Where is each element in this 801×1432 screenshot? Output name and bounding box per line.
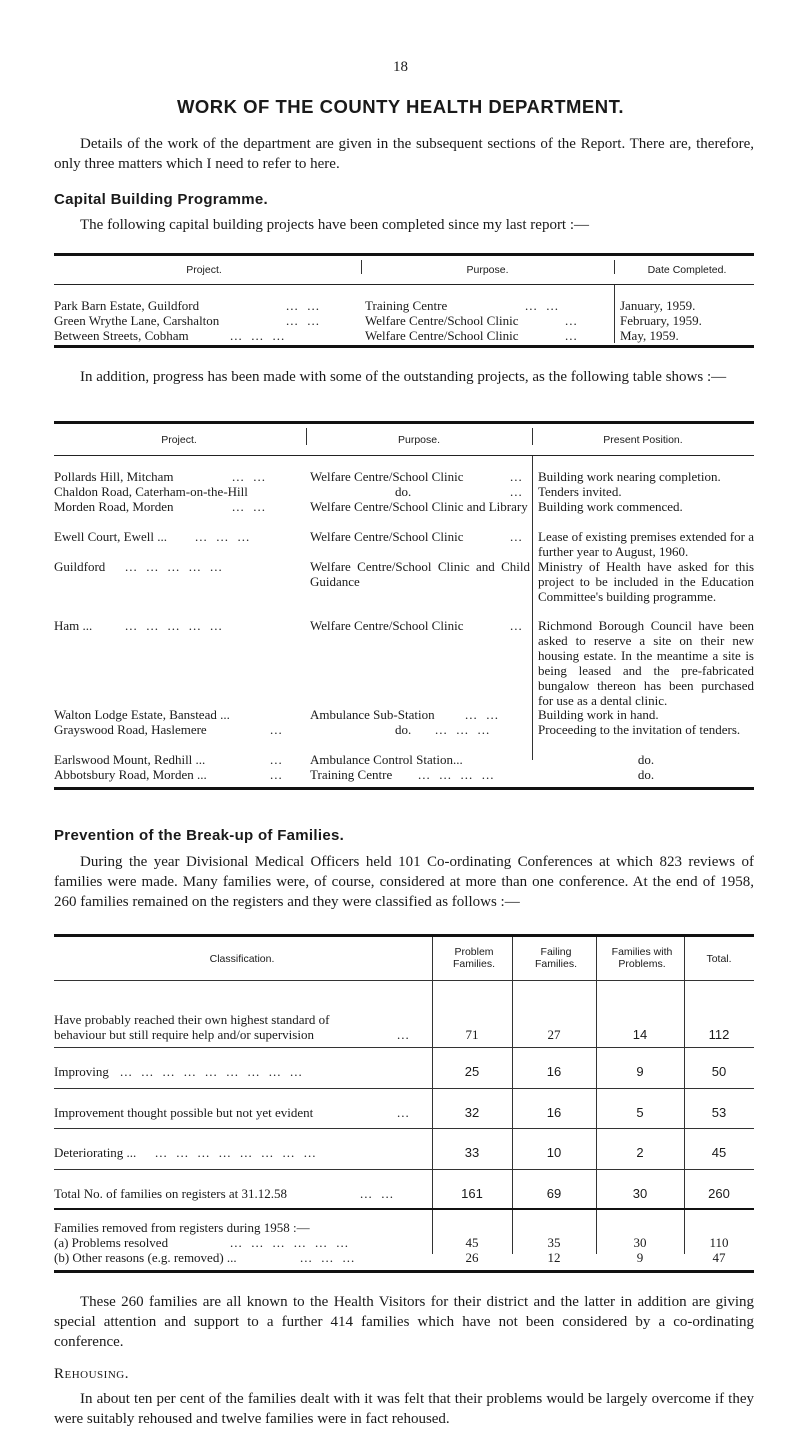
table-row-purpose: Welfare Centre/School Clinic: [310, 529, 464, 544]
leader-dots: ... ... ...: [195, 529, 251, 544]
leader-dots: ...: [565, 328, 578, 343]
table-row-project: Grayswood Road, Haslemere: [54, 722, 207, 737]
table-cell-problem: 25: [464, 1064, 480, 1079]
column-header-present-position: Present Position.: [603, 434, 683, 446]
column-header-families-with-problems: Families with Problems.: [611, 946, 673, 970]
table-cell-total: 50: [711, 1064, 727, 1079]
table-row-position: Building work in hand.: [538, 707, 659, 722]
column-header-purpose: Purpose.: [397, 434, 441, 446]
column-header-problem-families: Problem Families.: [452, 946, 495, 970]
column-header-purpose: Purpose.: [466, 264, 509, 276]
intro-paragraph: Details of the work of the department are given in the subsequent sections of the Report. There are, therefore, only three matters which I need to refer to here.: [54, 136, 754, 172]
leader-dots: ... ... ... ... ... ...: [230, 1235, 349, 1250]
table-rule: [54, 934, 754, 937]
table-row-purpose: Welfare Centre/School Clinic: [365, 313, 519, 328]
table-row-position: Lease of existing premises extended for a further year to August, 1960.: [538, 529, 754, 559]
leader-dots: ...: [510, 529, 523, 544]
table-row-project: Green Wrythe Lane, Carshalton: [54, 313, 220, 328]
table-row-project: Ham ...: [54, 618, 93, 633]
table-row-project: Walton Lodge Estate, Banstead ...: [54, 707, 230, 722]
table-cell-problem: 33: [464, 1145, 480, 1160]
leader-dots: ... ...: [232, 469, 266, 484]
row-rule: [54, 1208, 754, 1210]
table-row-position: Building work nearing completion.: [538, 469, 721, 484]
capital-building-lead: The following capital building projects have been completed since my last report :—: [80, 217, 590, 233]
table-cell-failing: 27: [547, 1027, 561, 1042]
table-row-project: Pollards Hill, Mitcham: [54, 469, 174, 484]
leader-dots: ... ... ...: [300, 1250, 356, 1265]
table-cell-with-problems: 30: [632, 1186, 648, 1201]
leader-dots: ...: [270, 752, 283, 767]
table-row-date: May, 1959.: [620, 328, 679, 343]
table-row-position: do.: [637, 752, 655, 767]
table-row-project: Park Barn Estate, Guildford: [54, 298, 200, 313]
table-row-purpose: Welfare Centre/School Clinic and Child Guidance: [310, 559, 530, 589]
table-rule: [54, 1270, 754, 1273]
column-divider: [684, 937, 685, 1254]
table-row-label: Deteriorating ...: [54, 1145, 137, 1160]
leader-dots: ... ... ...: [435, 722, 491, 737]
column-header-classification: Classification.: [209, 953, 275, 965]
table-row-project: Chaldon Road, Caterham-on-the-Hill: [54, 484, 248, 499]
leader-dots: ...: [397, 1027, 410, 1042]
section-heading-rehousing: Rehousing.: [54, 1366, 129, 1382]
table-row-project: Morden Road, Morden: [54, 499, 174, 514]
table-cell-total: 53: [711, 1105, 727, 1120]
column-header-project: Project.: [161, 434, 197, 446]
table-row-purpose: do.: [395, 484, 412, 499]
progress-paragraph: In addition, progress has been made with some of the outstanding projects, as the following table shows :—: [80, 369, 727, 385]
leader-dots: ...: [270, 722, 283, 737]
table-row-purpose: Welfare Centre/School Clinic: [365, 328, 519, 343]
table-cell-failing: 69: [546, 1186, 562, 1201]
table-row-date: January, 1959.: [620, 298, 696, 313]
header-rule: [54, 980, 754, 981]
table-row-purpose: Ambulance Sub-Station: [310, 707, 435, 722]
leader-dots: ...: [510, 469, 523, 484]
table-row-purpose: Ambulance Control Station...: [310, 752, 463, 767]
table-row-project: Guildford: [54, 559, 106, 574]
table-row-purpose: Welfare Centre/School Clinic: [310, 469, 464, 484]
table-cell-problem: 45: [465, 1235, 479, 1250]
table-cell-with-problems: 2: [636, 1145, 644, 1160]
table-cell-problem: 26: [465, 1250, 479, 1265]
table-row-label: behaviour but still require help and/or supervision: [54, 1027, 314, 1042]
table-rule: [54, 345, 754, 348]
table-row-label: Improvement thought possible but not yet evident: [54, 1105, 314, 1120]
table-row-purpose: do.: [395, 722, 412, 737]
table-rule: [54, 421, 754, 424]
table-cell-total: 47: [712, 1250, 726, 1265]
column-divider: [512, 937, 513, 1254]
leader-dots: ... ...: [286, 313, 320, 328]
table-row-label: Have probably reached their own highest standard of: [54, 1012, 330, 1027]
table-cell-total: 45: [711, 1145, 727, 1160]
table-row-project: Between Streets, Cobham: [54, 328, 189, 343]
table-row-date: February, 1959.: [620, 313, 702, 328]
row-rule: [54, 1088, 754, 1089]
table-cell-total: 260: [708, 1186, 730, 1201]
leader-dots: ... ...: [360, 1186, 394, 1201]
table-row-position: Building work commenced.: [538, 499, 683, 514]
table-row-purpose: Welfare Centre/School Clinic and Library: [310, 499, 528, 514]
table-row-position: Richmond Borough Council have been asked to reserve a site on their new housing estate. In the meantime a site is being leased and the pre-fabricated bungalow thereon has been purchased for use as a dental clinic.: [538, 618, 754, 708]
column-header-failing-families: Failing Families.: [534, 946, 577, 970]
table-row-label: Total No. of families on registers at 31.12.58: [54, 1186, 288, 1201]
table-row-purpose: Training Centre: [365, 298, 448, 313]
column-header-project: Project.: [186, 264, 222, 276]
column-divider: [614, 260, 615, 274]
table-cell-with-problems: 30: [633, 1235, 647, 1250]
table-rule: [54, 787, 754, 790]
column-divider: [596, 937, 597, 1254]
table-cell-failing: 16: [546, 1064, 562, 1079]
table-cell-total: 112: [708, 1027, 730, 1042]
table-row-position: Proceeding to the invitation of tenders.: [538, 722, 741, 737]
table-row-project: Abbotsbury Road, Morden ...: [54, 767, 207, 782]
column-header-date-completed: Date Completed.: [647, 264, 727, 276]
page-title: WORK OF THE COUNTY HEALTH DEPARTMENT.: [176, 96, 625, 117]
table-cell-failing: 16: [546, 1105, 562, 1120]
header-rule: [54, 284, 754, 285]
table-cell-with-problems: 9: [636, 1250, 644, 1265]
table-row-label: (a) Problems resolved: [54, 1235, 169, 1250]
table-row-purpose: Training Centre: [310, 767, 393, 782]
leader-dots: ...: [397, 1105, 410, 1120]
table-row-label: (b) Other reasons (e.g. removed) ...: [54, 1250, 237, 1265]
table-cell-problem: 32: [464, 1105, 480, 1120]
page-number: 18: [393, 59, 408, 75]
table-cell-with-problems: 5: [636, 1105, 644, 1120]
leader-dots: ... ...: [232, 499, 266, 514]
section-heading-capital-building: Capital Building Programme.: [54, 191, 268, 208]
table-row-project: Earlswood Mount, Redhill ...: [54, 752, 206, 767]
table-cell-with-problems: 14: [632, 1027, 648, 1042]
table-cell-problem: 161: [461, 1186, 483, 1201]
health-visitors-paragraph: These 260 families are all known to the Health Visitors for their district and the latter in addition are giving special attention and support to a further 414 families which have not been considered by a co-ordinating conference.: [54, 1294, 754, 1350]
table-row-position: Tenders invited.: [538, 484, 622, 499]
rehousing-paragraph: In about ten per cent of the families dealt with it was felt that their problems would be largely overcome if they were suitably rehoused and twelve families were in fact rehoused.: [54, 1391, 754, 1427]
leader-dots: ...: [510, 484, 523, 499]
column-header-total: Total.: [706, 953, 732, 965]
leader-dots: ... ... ... ...: [418, 767, 495, 782]
table-row-project: Ewell Court, Ewell ...: [54, 529, 168, 544]
removed-heading: Families removed from registers during 1958 :—: [54, 1220, 310, 1235]
table-cell-total: 110: [709, 1235, 729, 1250]
leader-dots: ...: [270, 767, 283, 782]
leader-dots: ... ... ... ... ...: [125, 618, 223, 633]
column-divider: [532, 456, 533, 760]
table-cell-failing: 10: [546, 1145, 562, 1160]
table-row-position: Ministry of Health have asked for this project to be included in the Education Committee's building programme.: [538, 559, 754, 604]
table-cell-with-problems: 9: [636, 1064, 644, 1079]
table-cell-failing: 12: [547, 1250, 561, 1265]
leader-dots: ... ... ...: [230, 328, 286, 343]
table-row-label: Improving: [54, 1064, 109, 1079]
prevention-paragraph: During the year Divisional Medical Officers held 101 Co-ordinating Conferences at which 823 reviews of families were made. Many families were, of course, considered at more than one conference. At the end of 1958, 260 families remained on the registers and they were classified as follows :—: [54, 854, 754, 910]
row-rule: [54, 1047, 754, 1048]
table-cell-problem: 71: [465, 1027, 479, 1042]
table-rule: [54, 253, 754, 256]
column-divider: [432, 937, 433, 1254]
row-rule: [54, 1169, 754, 1170]
leader-dots: ... ...: [286, 298, 320, 313]
leader-dots: ... ... ... ... ... ... ... ... ...: [120, 1064, 303, 1079]
table-row-position: do.: [637, 767, 655, 782]
header-rule: [54, 455, 754, 456]
column-divider: [614, 285, 615, 343]
leader-dots: ... ... ... ... ... ... ... ...: [155, 1145, 317, 1160]
leader-dots: ... ...: [465, 707, 499, 722]
leader-dots: ...: [510, 618, 523, 633]
row-rule: [54, 1128, 754, 1129]
leader-dots: ... ...: [525, 298, 559, 313]
section-heading-prevention: Prevention of the Break-up of Families.: [54, 827, 345, 844]
leader-dots: ... ... ... ... ...: [125, 559, 223, 574]
leader-dots: ...: [565, 313, 578, 328]
table-cell-failing: 35: [547, 1235, 561, 1250]
table-row-purpose: Welfare Centre/School Clinic: [310, 618, 464, 633]
